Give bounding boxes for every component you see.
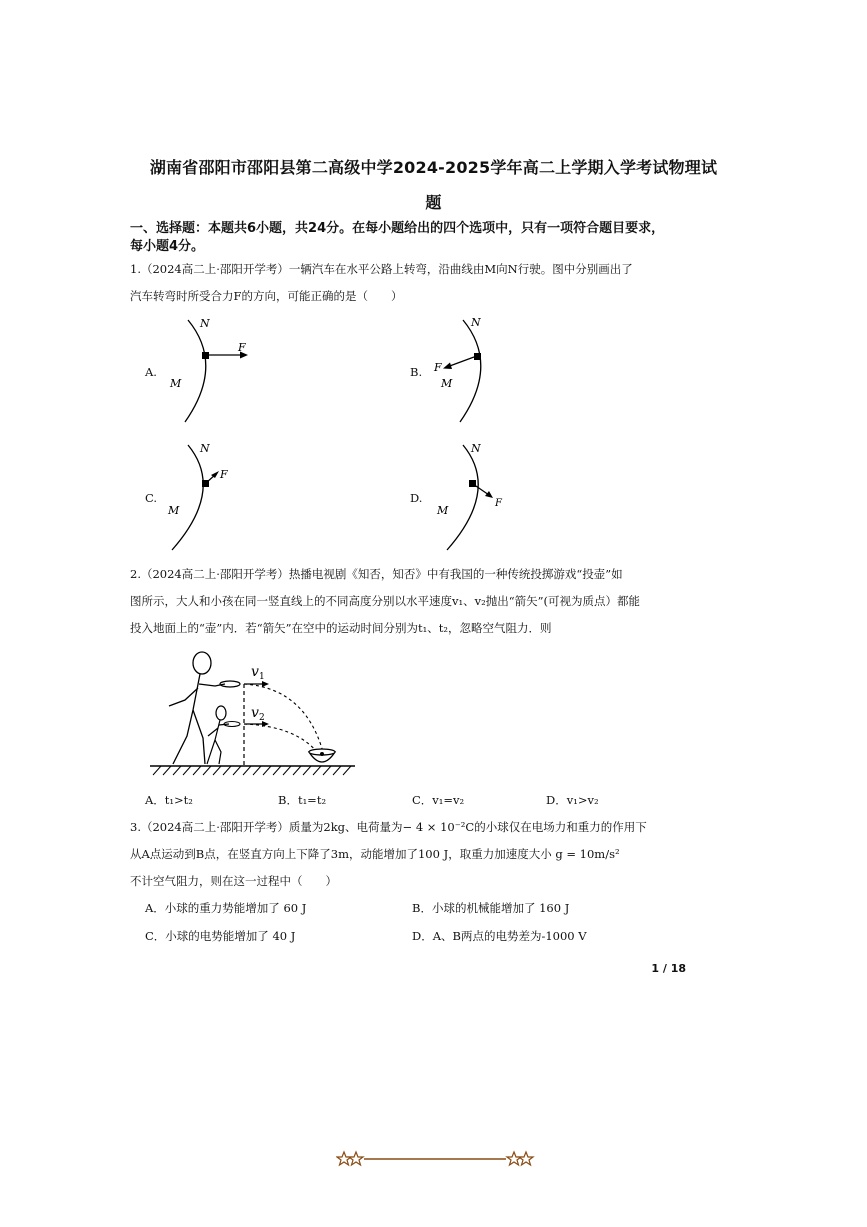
question-2-text bbox=[130, 561, 730, 642]
question-2-line3: 投入地面上的“壶”内．若“箭矢”在空中的运动时间分别为t₁、t₂，忽略空气阻力．则 bbox=[130, 621, 552, 635]
q1-option-a-label[interactable]: A. bbox=[145, 365, 157, 379]
q2-figure-touhu bbox=[145, 648, 365, 783]
question-1-line2: 汽车转弯时所受合力F的方向，可能正确的是（ ） bbox=[130, 289, 403, 303]
q3-option-d[interactable]: D．A、B两点的电势差为-1000 V bbox=[412, 929, 587, 943]
q1c-label-f: F bbox=[220, 468, 228, 481]
q1b-label-m: M bbox=[441, 377, 453, 390]
q3-option-b[interactable]: B．小球的机械能增加了 160 J bbox=[412, 901, 570, 915]
question-3-line3: 不计空气阻力，则在这一过程中（ ） bbox=[130, 874, 337, 888]
q1-figure-a bbox=[160, 315, 270, 425]
q3-option-a[interactable]: A．小球的重力势能增加了 60 J bbox=[145, 901, 307, 915]
footer-ornament bbox=[336, 1150, 536, 1168]
page-title-line2: 题 bbox=[425, 193, 442, 212]
label-v1-sub: 1 bbox=[259, 672, 265, 682]
label-v2: v bbox=[251, 705, 259, 721]
q2-option-b[interactable]: B．t₁=t₂ bbox=[278, 793, 327, 807]
child-figure bbox=[207, 706, 229, 764]
page-title-line1: 湖南省邵阳市邵阳县第二高级中学2024-2025学年高二上学期入学考试物理试 bbox=[149, 158, 718, 177]
q1a-label-n: N bbox=[200, 317, 210, 330]
footer-star-icon bbox=[507, 1152, 521, 1165]
adult-figure bbox=[169, 652, 225, 764]
question-3-text bbox=[130, 814, 730, 895]
section-header bbox=[130, 220, 730, 256]
section-header-line2: 每小题4分。 bbox=[130, 239, 205, 254]
q1-figure-d bbox=[425, 440, 535, 552]
q1a-label-m: M bbox=[170, 377, 182, 390]
label-v2-sub: 2 bbox=[259, 713, 265, 723]
q1d-label-f: F bbox=[495, 498, 502, 509]
q3-option-c[interactable]: C．小球的电势能增加了 40 J bbox=[145, 929, 296, 943]
q1b-label-f: F bbox=[434, 361, 442, 374]
page-number: 1 / 18 bbox=[651, 962, 686, 975]
q1c-label-n: N bbox=[200, 442, 210, 455]
question-1-text bbox=[130, 256, 730, 310]
label-v1: v bbox=[251, 664, 259, 680]
q1d-label-m: M bbox=[437, 504, 449, 517]
question-2-line2: 图所示，大人和小孩在同一竖直线上的不同高度分别以水平速度v₁、v₂抛出“箭矢”(可视为质点）都能 bbox=[130, 594, 640, 608]
question-2-line1: 2.（2024高二上·邵阳开学考）热播电视剧《知否，知否》中有我国的一种传统投掷游戏“投壶”如 bbox=[130, 567, 623, 581]
q1d-label-n: N bbox=[471, 442, 481, 455]
q1a-label-f: F bbox=[238, 341, 246, 354]
q1b-label-n: N bbox=[471, 316, 481, 329]
q1-figure-c bbox=[160, 440, 270, 552]
q2-option-a[interactable]: A．t₁>t₂ bbox=[145, 793, 193, 807]
footer-star-icon bbox=[519, 1152, 533, 1165]
section-header-line1: 一、选择题：本题共6小题，共24分。在每小题给出的四个选项中，只有一项符合题目要求， bbox=[130, 221, 665, 236]
question-3-line2: 从A点运动到B点，在竖直方向上下降了3m，动能增加了100 J，取重力加速度大小 g = 10m/s² bbox=[130, 847, 620, 861]
q1-figure-b bbox=[425, 315, 535, 425]
q2-option-d[interactable]: D．v₁>v₂ bbox=[546, 793, 599, 807]
footer-star-icon bbox=[337, 1152, 351, 1165]
q1-option-c-label[interactable]: C. bbox=[145, 491, 158, 505]
q1-option-b-label[interactable]: B. bbox=[410, 365, 423, 379]
question-1-line1: 1.（2024高二上·邵阳开学考）一辆汽车在水平公路上转弯，沿曲线由M向N行驶。图中分别画出了 bbox=[130, 262, 633, 276]
q2-option-c[interactable]: C．v₁=v₂ bbox=[412, 793, 465, 807]
footer-star-icon bbox=[349, 1152, 363, 1165]
q1-option-d-label[interactable]: D. bbox=[410, 491, 423, 505]
question-3-line1: 3.（2024高二上·邵阳开学考）质量为2kg、电荷量为− 4 × 10⁻²C的小球仅在电场力和重力的作用下 bbox=[130, 820, 647, 834]
q1c-label-m: M bbox=[168, 504, 180, 517]
